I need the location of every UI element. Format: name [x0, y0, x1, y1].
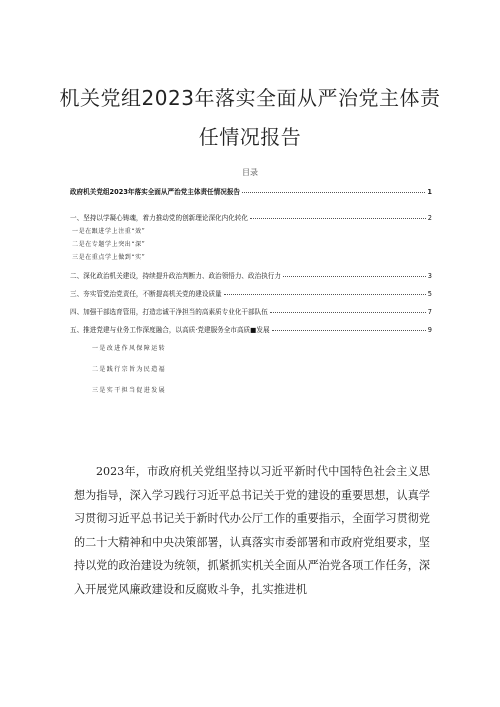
toc-entry-page: 7	[427, 308, 432, 316]
toc-leader	[272, 330, 426, 331]
title-line-2: 任情况报告	[198, 125, 302, 149]
toc-sub-entry[interactable]: 一是改进作风保障运转	[92, 345, 167, 352]
toc-entry-page: 5	[427, 290, 432, 298]
toc-sub-entry[interactable]: 三是在重点学上做到“实”	[72, 254, 146, 261]
toc-entry-text: 四、加强干部选育管用，打造忠诚干净担当的高素质专业化干部队伍	[70, 308, 268, 316]
toc-leader	[224, 294, 426, 295]
toc-entry[interactable]	[70, 186, 432, 196]
toc-leader	[270, 312, 426, 313]
toc-leader	[242, 192, 425, 193]
toc-entry-text: 二、深化政治机关建设，持续提升政治判断力、政治领悟力、政治执行力	[70, 272, 281, 280]
toc-entry-page: 9	[427, 326, 432, 334]
toc-leader	[250, 218, 426, 219]
toc-entry-text: 一、坚持以学凝心铸魂，着力推动党的创新理论深化内化转化	[70, 214, 249, 222]
title-line-1: 机关党组2023年落实全面从严治党主体责	[59, 86, 441, 110]
toc-entry-text: 政府机关党组2023年落实全面从严治党主体责任情况报告	[70, 188, 241, 196]
toc-entry-page: 1	[427, 188, 432, 196]
toc-entry-page: 2	[427, 214, 432, 222]
body-paragraph: 2023年，市政府机关党组坚持以习近平新时代中国特色社会主义思想为指导，深入学习践行习近平总书记关于党的建设的重要思想，认真学习贯彻习近平总书记关于新时代办公厅工作的重要指示，全面学习贯彻党的二十大精神和中央决策部署，认真落实市委部署和市政府党组要求，坚持以党的政治建设为统领，抓紧抓实机关全面从严治党各项工作任务，深入开展党风廉政建设和反腐败斗争，扎实推进机	[74, 465, 430, 596]
toc-entry[interactable]	[70, 212, 432, 222]
toc-sub-entry[interactable]: 二是践行宗旨为民造福	[92, 366, 167, 373]
toc-entry[interactable]	[70, 306, 432, 316]
toc-sub-entry[interactable]: 三是实干担当促进发展	[92, 387, 167, 394]
toc-entry-text: 三、夯实管党治党责任，不断提高机关党的建设质量	[70, 290, 222, 298]
toc-entry[interactable]	[70, 324, 432, 334]
toc-entry-text: 五、推进党建与业务工作深度融合，以高质·党建服务全市高质■发展	[70, 326, 270, 334]
toc-entry-page: 3	[427, 272, 432, 280]
toc-sub-entry[interactable]: 二是在专题学上突出“深”	[72, 241, 146, 248]
toc-sub-entry[interactable]: 一是在跟进学上注重“效”	[72, 228, 146, 235]
toc-entry[interactable]	[70, 288, 432, 298]
toc-entry[interactable]	[70, 270, 432, 280]
toc-heading: 目录	[242, 168, 258, 177]
toc-leader	[283, 276, 426, 277]
